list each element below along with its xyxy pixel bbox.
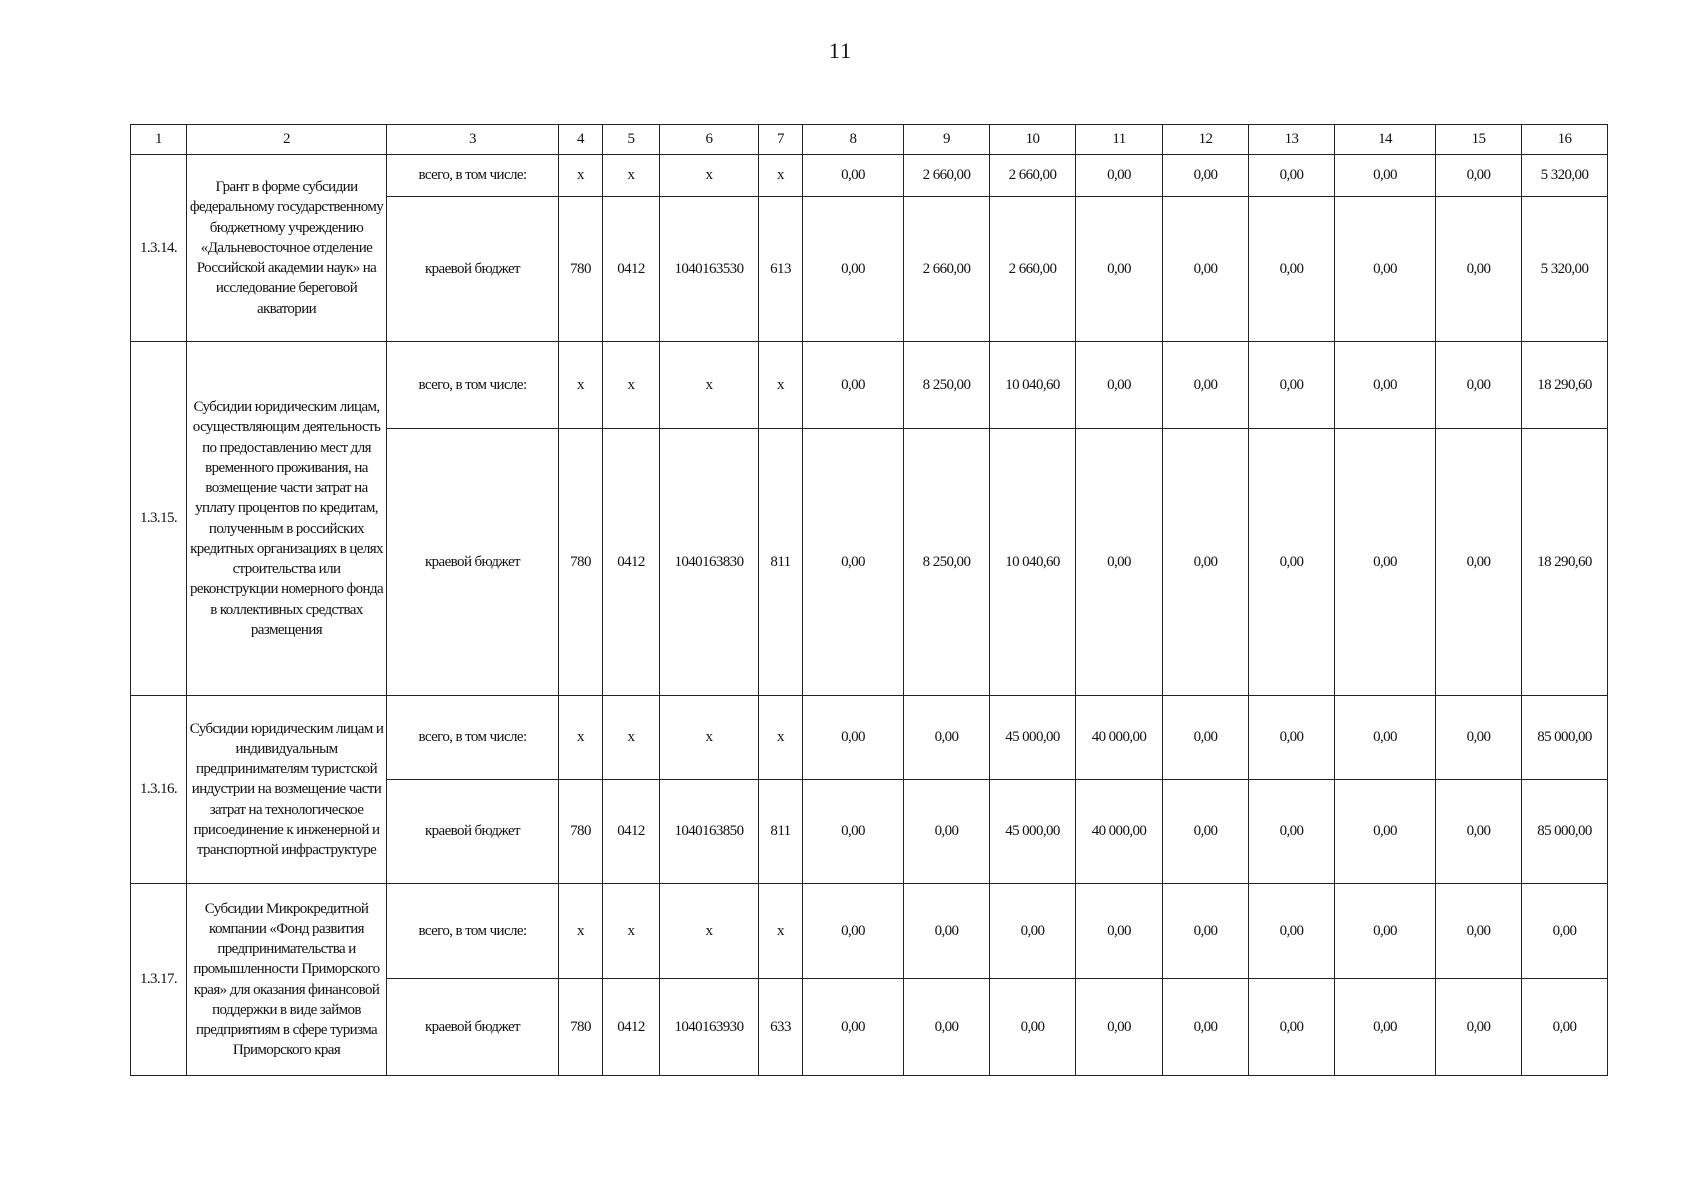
funding-source: всего, в том числе:: [387, 696, 559, 780]
amount-cell: 0,00: [1163, 696, 1249, 780]
amount-cell: 0,00: [1076, 429, 1163, 696]
funding-source: всего, в том числе:: [387, 155, 559, 197]
amount-cell: 18 290,60: [1522, 342, 1608, 429]
amount-cell: 0,00: [1335, 884, 1436, 979]
item-description: Субсидии юридическим лицам и индивидуальным предпринимателям туристской индустрии на возмещение части затрат на технологическое присоединение к инженерной и транспортной инфраструктуре: [187, 696, 387, 884]
amount-cell: 0,00: [803, 342, 904, 429]
column-header: 12: [1163, 125, 1249, 155]
amount-cell: 0,00: [1076, 979, 1163, 1076]
amount-cell: 0,00: [1249, 884, 1335, 979]
amount-cell: 0,00: [1335, 780, 1436, 884]
amount-cell: 2 660,00: [990, 197, 1076, 342]
column-header: 7: [759, 125, 803, 155]
expense-type-code: 811: [759, 780, 803, 884]
target-article-code: x: [660, 884, 759, 979]
amount-cell: 0,00: [1163, 342, 1249, 429]
amount-cell: 0,00: [1436, 979, 1522, 1076]
chapter-code: 780: [559, 979, 603, 1076]
amount-cell: 45 000,00: [990, 696, 1076, 780]
chapter-code: x: [559, 342, 603, 429]
amount-cell: 0,00: [1249, 429, 1335, 696]
amount-cell: 0,00: [1436, 429, 1522, 696]
section-code: x: [603, 342, 660, 429]
item-description: Субсидии юридическим лицам, осуществляющим деятельность по предоставлению мест для временного проживания, на возмещение части затрат на уплату процентов по кредитам, полученным в российских кредитных организациях в целях строительства или реконструкции номерного фонда в коллективных средствах размещения: [187, 342, 387, 696]
item-code: 1.3.14.: [131, 155, 187, 342]
amount-cell: 5 320,00: [1522, 155, 1608, 197]
column-header: 3: [387, 125, 559, 155]
page-number: 11: [828, 38, 853, 63]
amount-cell: 0,00: [1163, 884, 1249, 979]
amount-cell: 0,00: [1436, 884, 1522, 979]
amount-cell: 85 000,00: [1522, 696, 1608, 780]
funding-source: краевой бюджет: [387, 197, 559, 342]
amount-cell: 0,00: [1076, 155, 1163, 197]
amount-cell: 0,00: [1335, 979, 1436, 1076]
column-header: 6: [660, 125, 759, 155]
amount-cell: 0,00: [904, 780, 990, 884]
amount-cell: 0,00: [1335, 155, 1436, 197]
expense-type-code: x: [759, 696, 803, 780]
amount-cell: 0,00: [1436, 342, 1522, 429]
chapter-code: 780: [559, 780, 603, 884]
column-header: 11: [1076, 125, 1163, 155]
amount-cell: 0,00: [1522, 979, 1608, 1076]
amount-cell: 8 250,00: [904, 429, 990, 696]
amount-cell: 0,00: [803, 696, 904, 780]
amount-cell: 0,00: [1163, 979, 1249, 1076]
amount-cell: 0,00: [803, 979, 904, 1076]
amount-cell: 18 290,60: [1522, 429, 1608, 696]
amount-cell: 0,00: [803, 429, 904, 696]
amount-cell: 0,00: [1163, 155, 1249, 197]
item-description: Грант в форме субсидии федеральному государственному бюджетному учреждению «Дальневосточное отделение Российской академии наук» на исследование береговой акватории: [187, 155, 387, 342]
amount-cell: 5 320,00: [1522, 197, 1608, 342]
item-description: Субсидии Микрокредитной компании «Фонд развития предпринимательства и промышленности Приморского края» для оказания финансовой поддержки в виде займов предприятиям в сфере туризма Приморского края: [187, 884, 387, 1076]
funding-source: краевой бюджет: [387, 429, 559, 696]
target-article-code: 1040163930: [660, 979, 759, 1076]
target-article-code: 1040163530: [660, 197, 759, 342]
total-row: [131, 884, 1608, 979]
funding-source: всего, в том числе:: [387, 884, 559, 979]
expense-type-code: x: [759, 155, 803, 197]
target-article-code: 1040163830: [660, 429, 759, 696]
amount-cell: 0,00: [803, 197, 904, 342]
budget-table: [130, 124, 1608, 1076]
amount-cell: 0,00: [904, 979, 990, 1076]
funding-source: краевой бюджет: [387, 979, 559, 1076]
expense-type-code: x: [759, 884, 803, 979]
amount-cell: 0,00: [1249, 979, 1335, 1076]
column-header: 16: [1522, 125, 1608, 155]
amount-cell: 10 040,60: [990, 342, 1076, 429]
chapter-code: x: [559, 696, 603, 780]
amount-cell: 0,00: [1249, 155, 1335, 197]
amount-cell: 0,00: [1335, 429, 1436, 696]
amount-cell: 8 250,00: [904, 342, 990, 429]
chapter-code: x: [559, 155, 603, 197]
item-code: 1.3.15.: [131, 342, 187, 696]
column-header: 14: [1335, 125, 1436, 155]
item-code: 1.3.16.: [131, 696, 187, 884]
amount-cell: 0,00: [1436, 197, 1522, 342]
amount-cell: 0,00: [803, 884, 904, 979]
amount-cell: 0,00: [1076, 197, 1163, 342]
column-header: 1: [131, 125, 187, 155]
amount-cell: 0,00: [904, 884, 990, 979]
header-row: [131, 125, 1608, 155]
amount-cell: 0,00: [1436, 780, 1522, 884]
column-header: 2: [187, 125, 387, 155]
amount-cell: 0,00: [1249, 696, 1335, 780]
amount-cell: 0,00: [1163, 197, 1249, 342]
amount-cell: 0,00: [1335, 696, 1436, 780]
expense-type-code: 633: [759, 979, 803, 1076]
chapter-code: x: [559, 884, 603, 979]
column-header: 4: [559, 125, 603, 155]
section-code: 0412: [603, 429, 660, 696]
column-header: 10: [990, 125, 1076, 155]
amount-cell: 0,00: [1436, 696, 1522, 780]
target-article-code: 1040163850: [660, 780, 759, 884]
target-article-code: x: [660, 342, 759, 429]
expense-type-code: x: [759, 342, 803, 429]
amount-cell: 0,00: [1436, 155, 1522, 197]
chapter-code: 780: [559, 429, 603, 696]
section-code: x: [603, 884, 660, 979]
amount-cell: 0,00: [990, 884, 1076, 979]
amount-cell: 2 660,00: [904, 155, 990, 197]
amount-cell: 0,00: [1076, 884, 1163, 979]
amount-cell: 0,00: [1249, 780, 1335, 884]
amount-cell: 0,00: [990, 979, 1076, 1076]
amount-cell: 2 660,00: [904, 197, 990, 342]
amount-cell: 40 000,00: [1076, 780, 1163, 884]
chapter-code: 780: [559, 197, 603, 342]
column-header: 15: [1436, 125, 1522, 155]
total-row: [131, 155, 1608, 197]
column-header: 9: [904, 125, 990, 155]
funding-source: всего, в том числе:: [387, 342, 559, 429]
amount-cell: 0,00: [904, 696, 990, 780]
section-code: x: [603, 696, 660, 780]
amount-cell: 0,00: [1249, 197, 1335, 342]
amount-cell: 85 000,00: [1522, 780, 1608, 884]
section-code: 0412: [603, 979, 660, 1076]
amount-cell: 10 040,60: [990, 429, 1076, 696]
expense-type-code: 613: [759, 197, 803, 342]
amount-cell: 0,00: [803, 780, 904, 884]
total-row: [131, 696, 1608, 780]
section-code: 0412: [603, 197, 660, 342]
amount-cell: 0,00: [803, 155, 904, 197]
column-header: 5: [603, 125, 660, 155]
expense-type-code: 811: [759, 429, 803, 696]
amount-cell: 0,00: [1335, 342, 1436, 429]
amount-cell: 0,00: [1163, 780, 1249, 884]
section-code: x: [603, 155, 660, 197]
amount-cell: 0,00: [1163, 429, 1249, 696]
amount-cell: 0,00: [1522, 884, 1608, 979]
funding-source: краевой бюджет: [387, 780, 559, 884]
amount-cell: 0,00: [1249, 342, 1335, 429]
total-row: [131, 342, 1608, 429]
column-header: 13: [1249, 125, 1335, 155]
amount-cell: 0,00: [1076, 342, 1163, 429]
column-header: 8: [803, 125, 904, 155]
section-code: 0412: [603, 780, 660, 884]
amount-cell: 45 000,00: [990, 780, 1076, 884]
table-body: [131, 125, 1608, 1076]
amount-cell: 40 000,00: [1076, 696, 1163, 780]
amount-cell: 0,00: [1335, 197, 1436, 342]
target-article-code: x: [660, 696, 759, 780]
target-article-code: x: [660, 155, 759, 197]
amount-cell: 2 660,00: [990, 155, 1076, 197]
item-code: 1.3.17.: [131, 884, 187, 1076]
